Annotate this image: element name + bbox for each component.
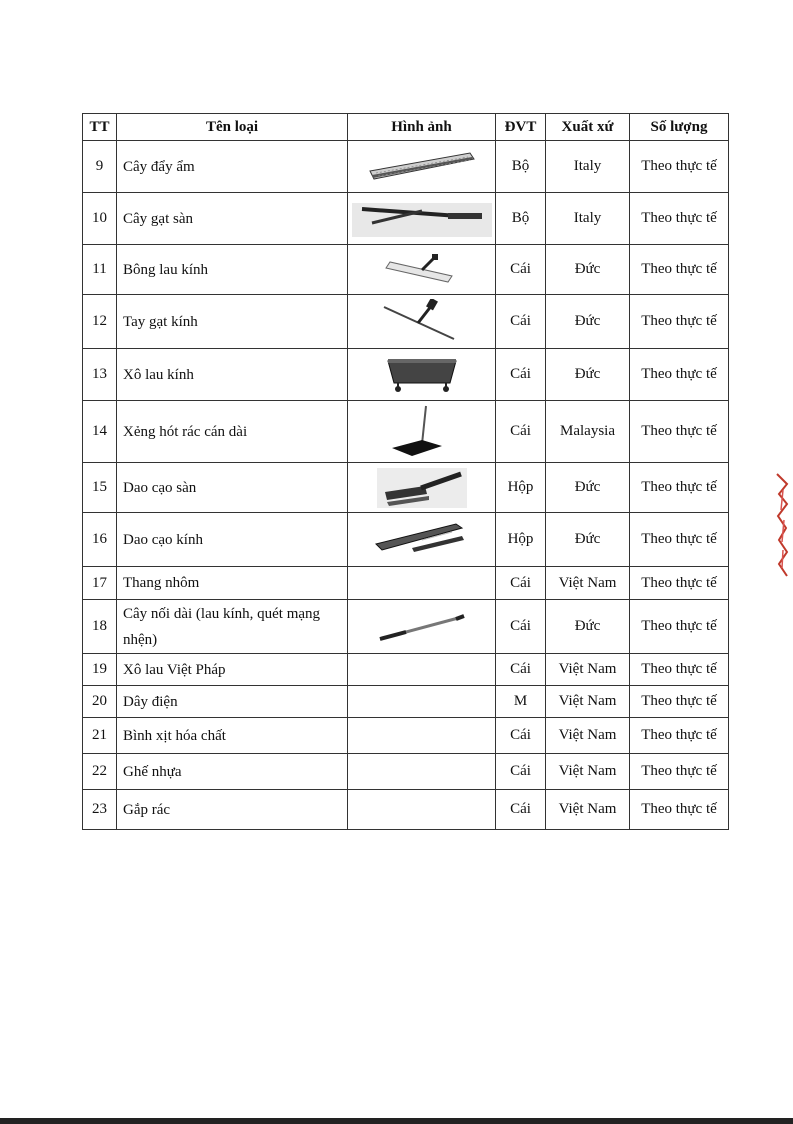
cell-origin: Việt Nam — [546, 718, 630, 754]
cell-qty: Theo thực tế — [630, 718, 729, 754]
cell-image — [348, 245, 496, 295]
cell-tt: 11 — [83, 245, 117, 295]
cell-tt: 18 — [83, 600, 117, 654]
cell-name: Dao cạo sàn — [117, 463, 348, 513]
window-washer-image — [372, 250, 472, 290]
cell-unit: Cái — [496, 754, 546, 790]
cell-origin: Việt Nam — [546, 567, 630, 600]
table-row — [83, 600, 729, 654]
cell-tt: 9 — [83, 141, 117, 193]
cell-qty: Theo thực tế — [630, 245, 729, 295]
cell-name: Thang nhôm — [117, 567, 348, 600]
cell-unit: Cái — [496, 790, 546, 830]
cell-qty: Theo thực tế — [630, 686, 729, 718]
window-bucket-image — [382, 353, 462, 397]
cell-name: Ghế nhựa — [117, 754, 348, 790]
cell-qty: Theo thực tế — [630, 141, 729, 193]
cell-image — [348, 349, 496, 401]
cell-image — [348, 193, 496, 245]
cell-unit: Cái — [496, 295, 546, 349]
extension-pole-image — [372, 607, 472, 647]
cell-tt: 12 — [83, 295, 117, 349]
cell-tt: 17 — [83, 567, 117, 600]
table-row — [83, 141, 729, 193]
cell-qty: Theo thực tế — [630, 513, 729, 567]
cell-origin: Việt Nam — [546, 654, 630, 686]
table-row — [83, 654, 729, 686]
cell-unit: Cái — [496, 401, 546, 463]
cell-origin: Việt Nam — [546, 686, 630, 718]
cell-unit: M — [496, 686, 546, 718]
cell-name: Bông lau kính — [117, 245, 348, 295]
cell-qty: Theo thực tế — [630, 193, 729, 245]
table-row — [83, 790, 729, 830]
mop-frame-image — [362, 145, 482, 189]
cell-image — [348, 567, 496, 600]
cell-name: Dao cạo kính — [117, 513, 348, 567]
cell-tt: 16 — [83, 513, 117, 567]
cell-qty: Theo thực tế — [630, 401, 729, 463]
floor-squeegee-image — [352, 199, 492, 239]
scan-bottom-edge — [0, 1118, 793, 1124]
red-stamp-edge — [773, 470, 791, 580]
cell-tt: 19 — [83, 654, 117, 686]
cell-origin: Việt Nam — [546, 790, 630, 830]
cell-unit: Cái — [496, 600, 546, 654]
cell-qty: Theo thực tế — [630, 349, 729, 401]
cell-origin: Italy — [546, 193, 630, 245]
cell-qty: Theo thực tế — [630, 463, 729, 513]
table-row — [83, 193, 729, 245]
cell-unit: Cái — [496, 567, 546, 600]
cell-origin: Đức — [546, 295, 630, 349]
cell-qty: Theo thực tế — [630, 654, 729, 686]
cell-name: Tay gạt kính — [117, 295, 348, 349]
cell-image — [348, 463, 496, 513]
table-row — [83, 295, 729, 349]
cell-name: Cây nối dài (lau kính, quét mạng nhện) — [117, 600, 348, 654]
table-row — [83, 718, 729, 754]
cell-name: Xẻng hót rác cán dài — [117, 401, 348, 463]
cell-qty: Theo thực tế — [630, 295, 729, 349]
table-header-row — [83, 114, 729, 141]
cell-image — [348, 718, 496, 754]
cell-origin: Italy — [546, 141, 630, 193]
cell-qty: Theo thực tế — [630, 754, 729, 790]
cell-image — [348, 686, 496, 718]
floor-scraper-image — [377, 466, 467, 510]
cell-unit: Cái — [496, 349, 546, 401]
cell-name: Bình xịt hóa chất — [117, 718, 348, 754]
cell-tt: 15 — [83, 463, 117, 513]
header-name: Tên loại — [117, 114, 348, 141]
cell-image — [348, 790, 496, 830]
cell-qty: Theo thực tế — [630, 567, 729, 600]
cell-name: Xô lau Việt Pháp — [117, 654, 348, 686]
cell-tt: 10 — [83, 193, 117, 245]
cell-image — [348, 513, 496, 567]
header-qty: Số lượng — [630, 114, 729, 141]
glass-scraper-image — [372, 520, 472, 560]
cell-unit: Hộp — [496, 463, 546, 513]
cell-tt: 13 — [83, 349, 117, 401]
cell-unit: Bộ — [496, 141, 546, 193]
cell-unit: Cái — [496, 654, 546, 686]
cell-qty: Theo thực tế — [630, 600, 729, 654]
cell-image — [348, 754, 496, 790]
cell-unit: Bộ — [496, 193, 546, 245]
table-row — [83, 567, 729, 600]
cell-qty: Theo thực tế — [630, 790, 729, 830]
header-image: Hình ảnh — [348, 114, 496, 141]
cell-tt: 23 — [83, 790, 117, 830]
table-row — [83, 686, 729, 718]
cell-name: Dây điện — [117, 686, 348, 718]
cell-name: Gắp rác — [117, 790, 348, 830]
cell-image — [348, 654, 496, 686]
cell-name: Cây đẩy ẩm — [117, 141, 348, 193]
cell-origin: Việt Nam — [546, 754, 630, 790]
cell-unit: Hộp — [496, 513, 546, 567]
header-origin: Xuất xứ — [546, 114, 630, 141]
equipment-table — [82, 113, 729, 830]
cell-name: Cây gạt sàn — [117, 193, 348, 245]
header-unit: ĐVT — [496, 114, 546, 141]
cell-tt: 22 — [83, 754, 117, 790]
cell-origin: Đức — [546, 600, 630, 654]
cell-unit: Cái — [496, 718, 546, 754]
cell-origin: Malaysia — [546, 401, 630, 463]
cell-image — [348, 600, 496, 654]
cell-image — [348, 295, 496, 349]
table-row — [83, 349, 729, 401]
cell-image — [348, 141, 496, 193]
table-row — [83, 401, 729, 463]
cell-name: Xô lau kính — [117, 349, 348, 401]
cell-origin: Đức — [546, 349, 630, 401]
cell-unit: Cái — [496, 245, 546, 295]
cell-origin: Đức — [546, 513, 630, 567]
cell-tt: 14 — [83, 401, 117, 463]
cell-origin: Đức — [546, 245, 630, 295]
cell-tt: 20 — [83, 686, 117, 718]
table-row — [83, 463, 729, 513]
cell-image — [348, 401, 496, 463]
window-squeegee-image — [372, 299, 472, 345]
long-dustpan-image — [382, 404, 462, 460]
table-row — [83, 754, 729, 790]
table-row — [83, 513, 729, 567]
cell-origin: Đức — [546, 463, 630, 513]
header-tt: TT — [83, 114, 117, 141]
table-row — [83, 245, 729, 295]
cell-tt: 21 — [83, 718, 117, 754]
